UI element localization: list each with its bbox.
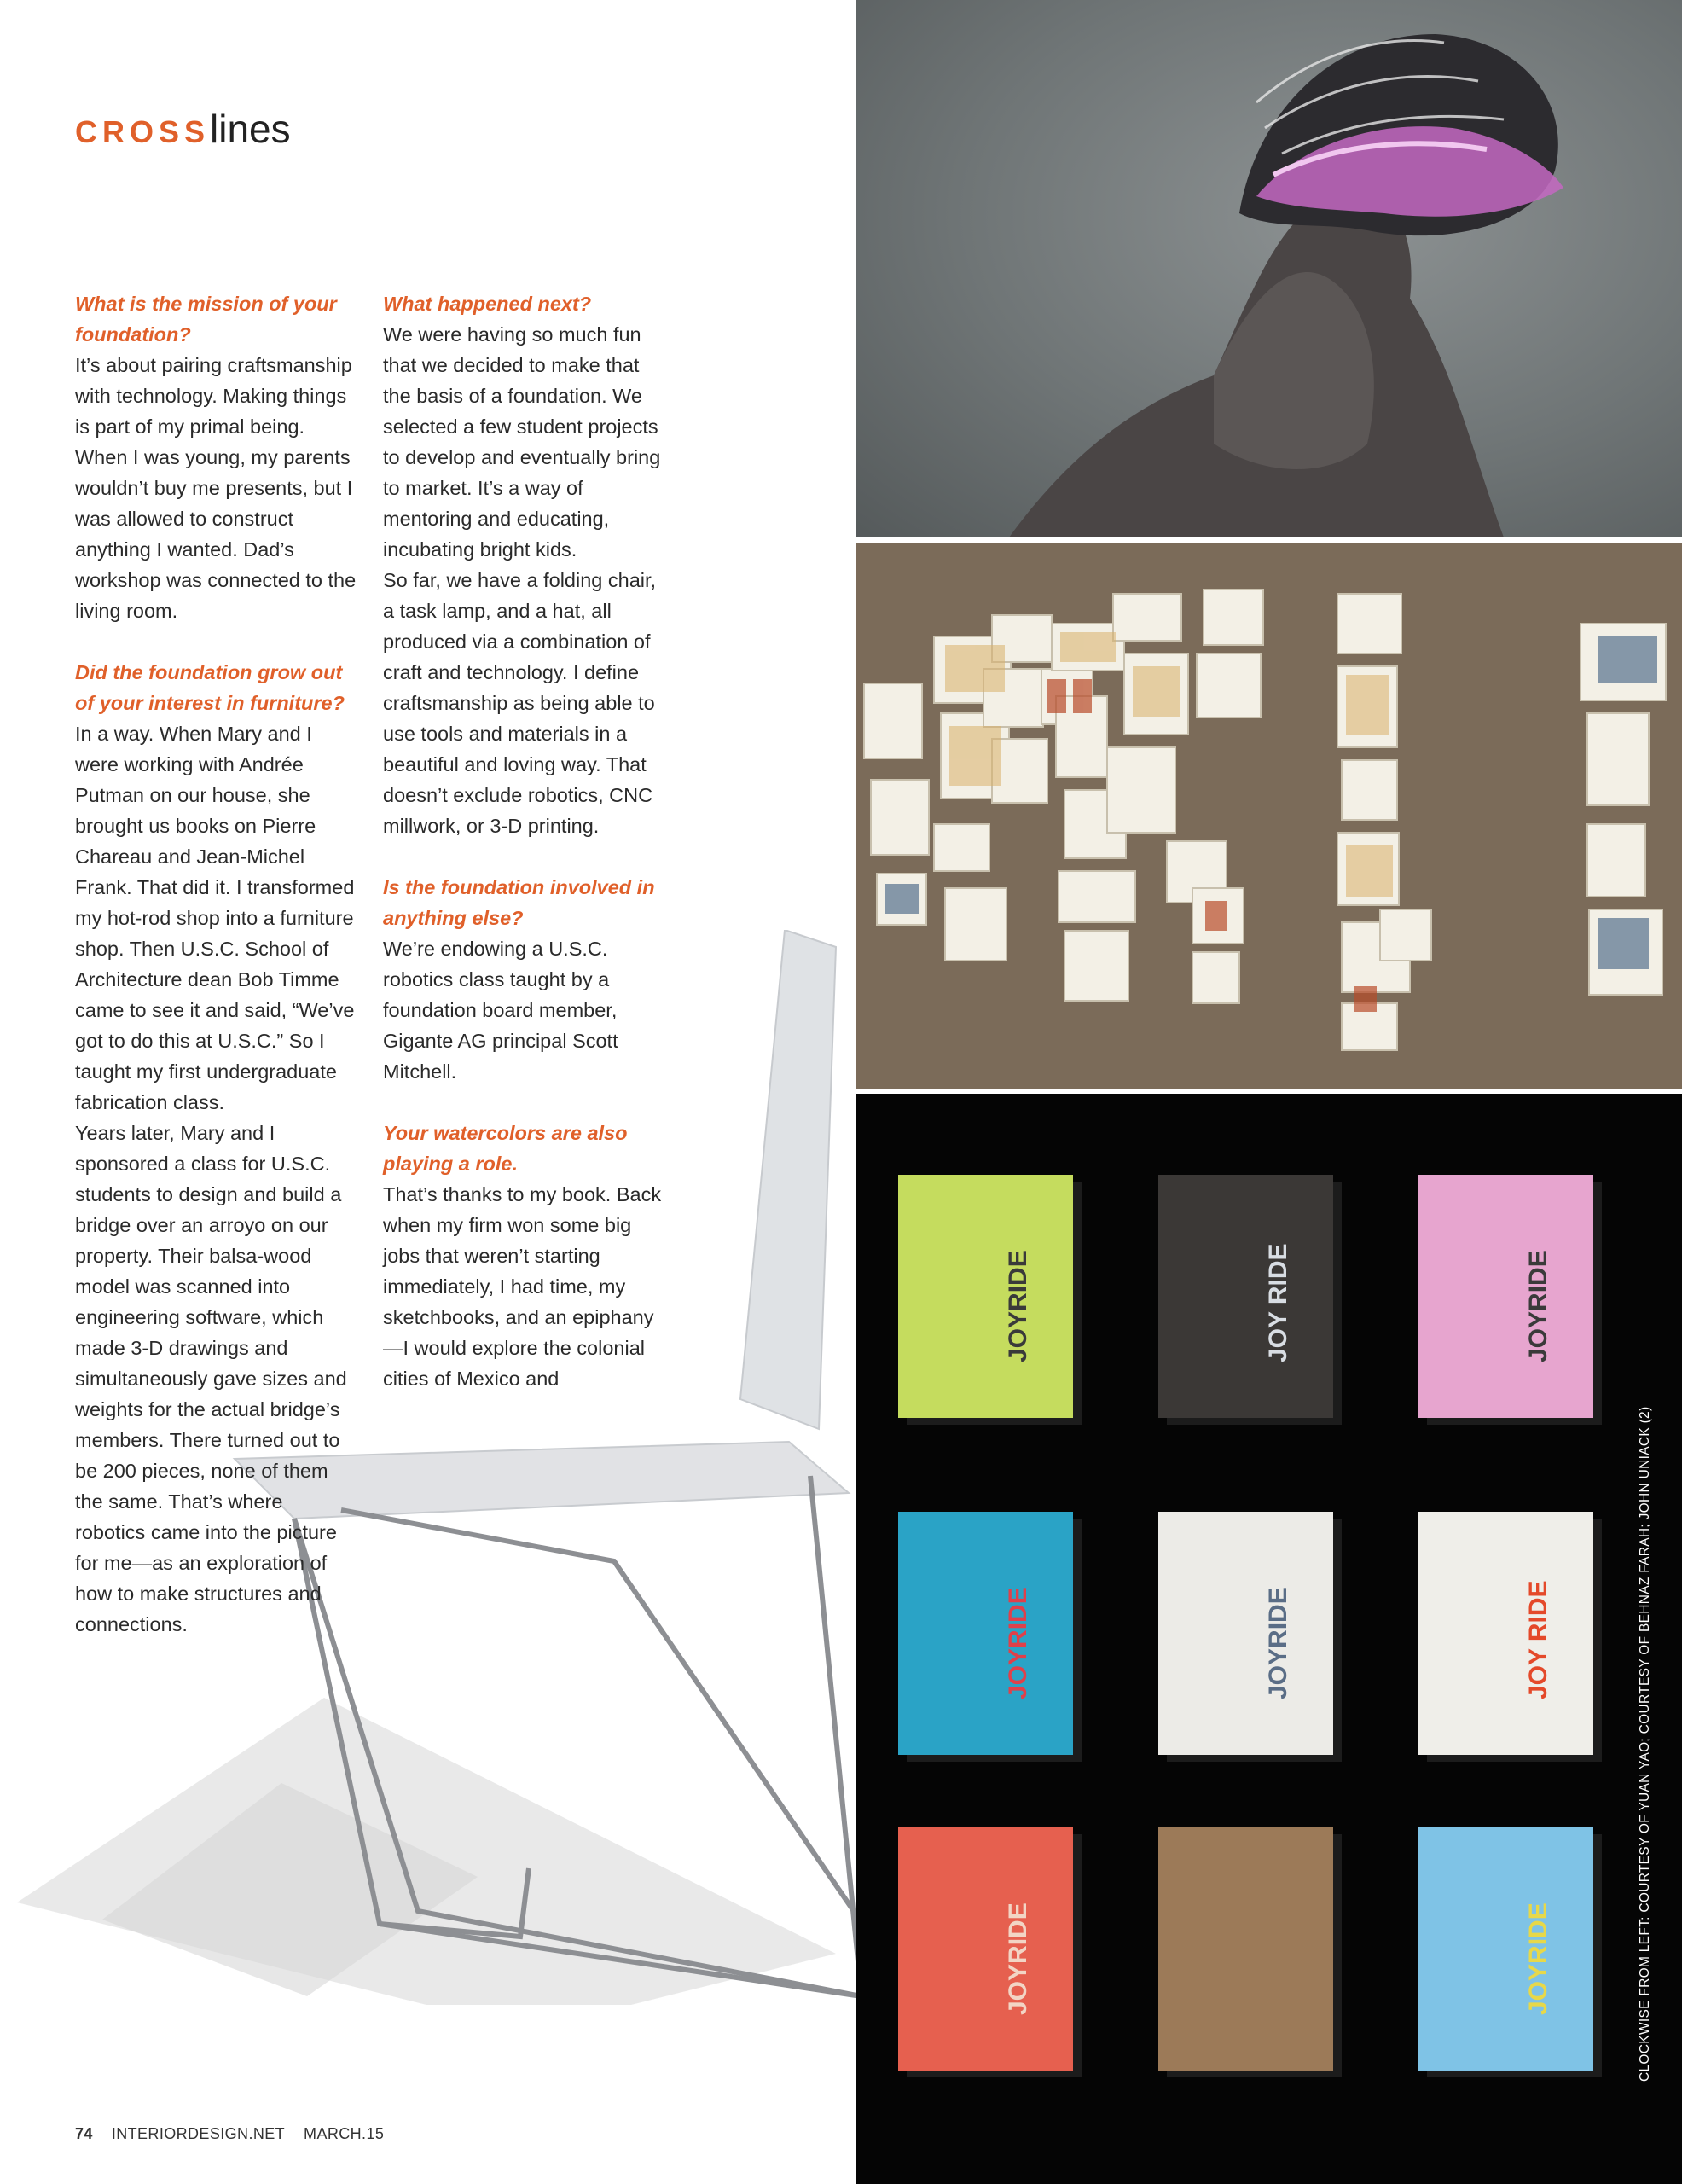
question-4: Is the foundation involved in anything else? [383, 876, 655, 929]
book-cover-face [1158, 1827, 1333, 2071]
answer-4: We’re endowing a U.S.C. robotics class taught by a foundation board member, Gigante AG principal Scott Mitchell. [383, 938, 618, 1083]
book-cover-face [1418, 1175, 1593, 1418]
section-tag-lines: lines [210, 107, 291, 151]
page-footer [75, 2125, 384, 2143]
book-cover-face [898, 1827, 1073, 2071]
photo-panel [856, 0, 1682, 2184]
books-grid [856, 1094, 1682, 2184]
book-cover-face [1158, 1512, 1333, 1755]
headpiece-photo [856, 0, 1682, 537]
book-cover-face [1418, 1512, 1593, 1755]
question-1: What is the mission of your foundation? [75, 293, 337, 346]
question-2: Did the foundation grow out of your interest in furniture? [75, 661, 345, 714]
book-cover [1418, 1175, 1602, 1425]
book-cover [1158, 1827, 1342, 2077]
magazine-url: INTERIORDESIGN.NET [111, 2125, 286, 2142]
book-cover-face [898, 1512, 1073, 1755]
headpiece-illustration [856, 0, 1682, 537]
book-title: JOY RIDE [1264, 1243, 1292, 1362]
book-cover [1158, 1175, 1342, 1425]
chair-shadow [17, 1698, 836, 2005]
books-photo [856, 1094, 1682, 2184]
answer-1: It’s about pairing craftsmanship with technology. Making things is part of my primal being. When I was young, my parents wouldn’t buy me presents, but I was allowed to construct anything I wanted. Dad’s workshop was connected to the living room. [75, 354, 357, 622]
question-5: Your watercolors are also playing a role. [383, 1122, 628, 1175]
answer-5: That’s thanks to my book. Back when my firm won some big jobs that weren’t starting immediately, I had time, my sketchbooks, and an epiphany—I would explore the colonial cities of Mexico and [383, 1183, 662, 1390]
section-tag [75, 107, 291, 151]
question-3: What happened next? [383, 293, 592, 315]
book-cover-face [1418, 1827, 1593, 2071]
book-title: JOYRIDE [1524, 1250, 1552, 1362]
book-title: JOYRIDE [1264, 1587, 1292, 1699]
book-title: JOYRIDE [1524, 1902, 1552, 2015]
book-cover-face [898, 1175, 1073, 1418]
book-cover-face [1158, 1175, 1333, 1418]
watercolor-wall-illustration [856, 543, 1682, 1089]
book-cover [1418, 1512, 1602, 1762]
issue-date: MARCH.15 [304, 2125, 385, 2142]
section-tag-cross: CROSS [75, 114, 211, 149]
article-column-2 [383, 288, 664, 1394]
book-cover [898, 1827, 1082, 2077]
book-title: JOY RIDE [1524, 1580, 1552, 1699]
book-cover [898, 1512, 1082, 1762]
page-number: 74 [75, 2125, 93, 2142]
book-title: JOYRIDE [1004, 1902, 1032, 2015]
book-title: JOYRIDE [1004, 1250, 1032, 1362]
photo-credit: CLOCKWISE FROM LEFT: COURTESY OF YUAN YAO; COURTESY OF BEHNAZ FARAH; JOHN UNIACK (2) [1638, 1406, 1652, 2082]
watercolor-wall-photo [856, 543, 1682, 1089]
book-cover [1158, 1512, 1342, 1762]
article-column-1 [75, 288, 357, 1640]
answer-2: In a way. When Mary and I were working with Andrée Putman on our house, she brought us books on Pierre Chareau and Jean-Michel Frank. That did it. I transformed my hot-rod shop into a furniture shop. Then U.S.C. School of Architecture dean Bob Timme came to see it and said, “We’ve got to do this at U.S.C.” So I taught my first undergraduate fabrication class. Years later, Mary and I sponsored a class for U.S.C. students to design and build a bridge over an arroyo on our property. Their balsa-wood model was scanned into engineering software, which made 3-D drawings and simultaneously gave sizes and weights for the actual bridge’s members. There turned out to be 200 pieces, none of them the same. That’s where robotics came into the picture for me—as an exploration of how to make structures and connections. [75, 723, 355, 1635]
book-cover [1418, 1827, 1602, 2077]
book-cover [898, 1175, 1082, 1425]
chair-back [740, 930, 836, 1429]
answer-3: We were having so much fun that we decided to make that the basis of a foundation. We selected a few student projects to develop and eventually bring to market. It’s a way of mentoring and educating, incubating bright kids. So far, we have a folding chair, a task lamp, and a hat, all produced via a combination of craft and technology. I define craftsmanship as being able to use tools and materials in a beautiful and loving way. That doesn’t exclude robotics, CNC millwork, or 3-D printing. [383, 323, 661, 837]
book-title: JOYRIDE [1004, 1587, 1032, 1699]
